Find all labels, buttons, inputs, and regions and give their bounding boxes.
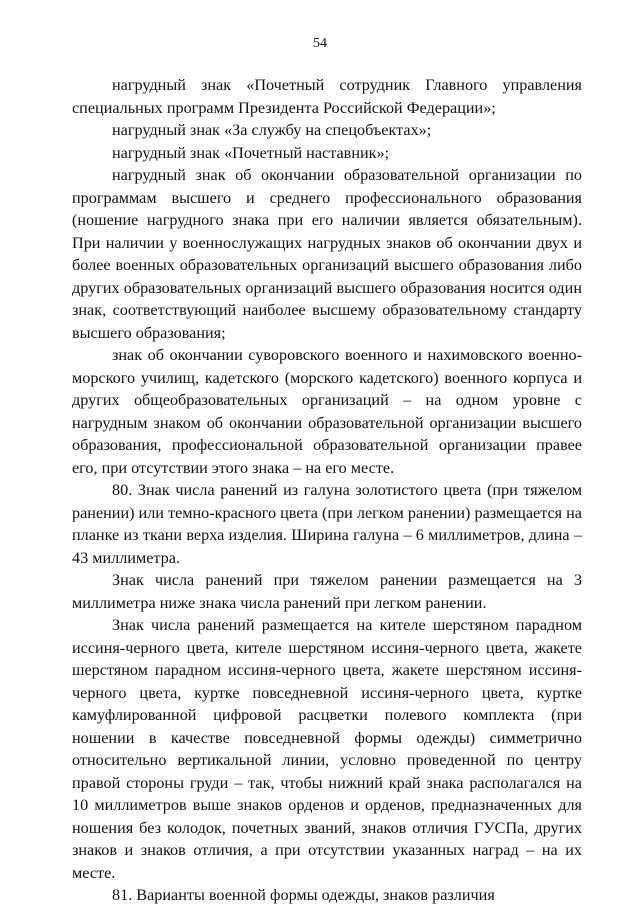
- paragraph: нагрудный знак «Почетный сотрудник Главного управления специальных программ Президента Российской Федерации»;: [72, 76, 582, 117]
- paragraph: нагрудный знак об окончании образовательной организации по программам высшего и среднего профессионального образования (ношение нагрудного знака при его наличии является обязательным). При наличии у военнослужащих нагрудных знаков об окончании двух и более военных образовательных организаций высшего образования либо других образовательных организаций высшего образования носится один знак, соответствующий наиболее высшему образовательному стандарту высшего образования;: [72, 166, 582, 342]
- paragraph: 80. Знак числа ранений из галуна золотистого цвета (при тяжелом ранении) или темно-красного цвета (при легком ранении) размещается на планке из ткани верха изделия. Ширина галуна – 6 миллиметров, длина – 43 миллиметра.: [72, 481, 582, 567]
- paragraph: 81. Варианты военной формы одежды, знаков различия: [112, 886, 495, 904]
- paragraph: Знак числа ранений при тяжелом ранении размещается на 3 миллиметра ниже знака числа ранений при легком ранении.: [72, 571, 582, 612]
- paragraph: нагрудный знак «Почетный наставник»;: [112, 143, 390, 162]
- paragraph: знак об окончании суворовского военного и нахимовского военно-морского училищ, кадетского (морского кадетского) военного корпуса и других общеобразовательных организаций – на одном уровне с нагрудным знаком об окончании образовательной организации высшего образования, профессиональной образовательной организации правее его, при отсутствии этого знака – на его месте.: [72, 346, 582, 477]
- paragraph: нагрудный знак «За службу на спецобъектах»;: [112, 121, 432, 139]
- paragraph: Знак числа ранений размещается на кителе шерстяном парадном иссиня-черного цвета, кителе шерстяном иссиня-черного цвета, жакете шерстяном парадном иссиня-черного цвета, жакете шерстяном иссиня-черного цвета, куртке повседневной иссиня-черного цвета, куртке камуфлированной цифровой расцветки полевого комплекта (при ношении в качестве повседневной формы одежды) симметрично относительно вертикальной линии, условно проведенной по центру правой стороны груди – так, чтобы нижний край знака располагался на 10 миллиметров выше знаков орденов и орденов, предназначенных для ношения без колодок, почетных званий, знаков отличия ГУСПа, других знаков и знаков отличия, а при отсутствии указанных наград – на их месте.: [72, 616, 582, 882]
- document-body: [72, 74, 582, 907]
- page-number: 54: [313, 36, 327, 51]
